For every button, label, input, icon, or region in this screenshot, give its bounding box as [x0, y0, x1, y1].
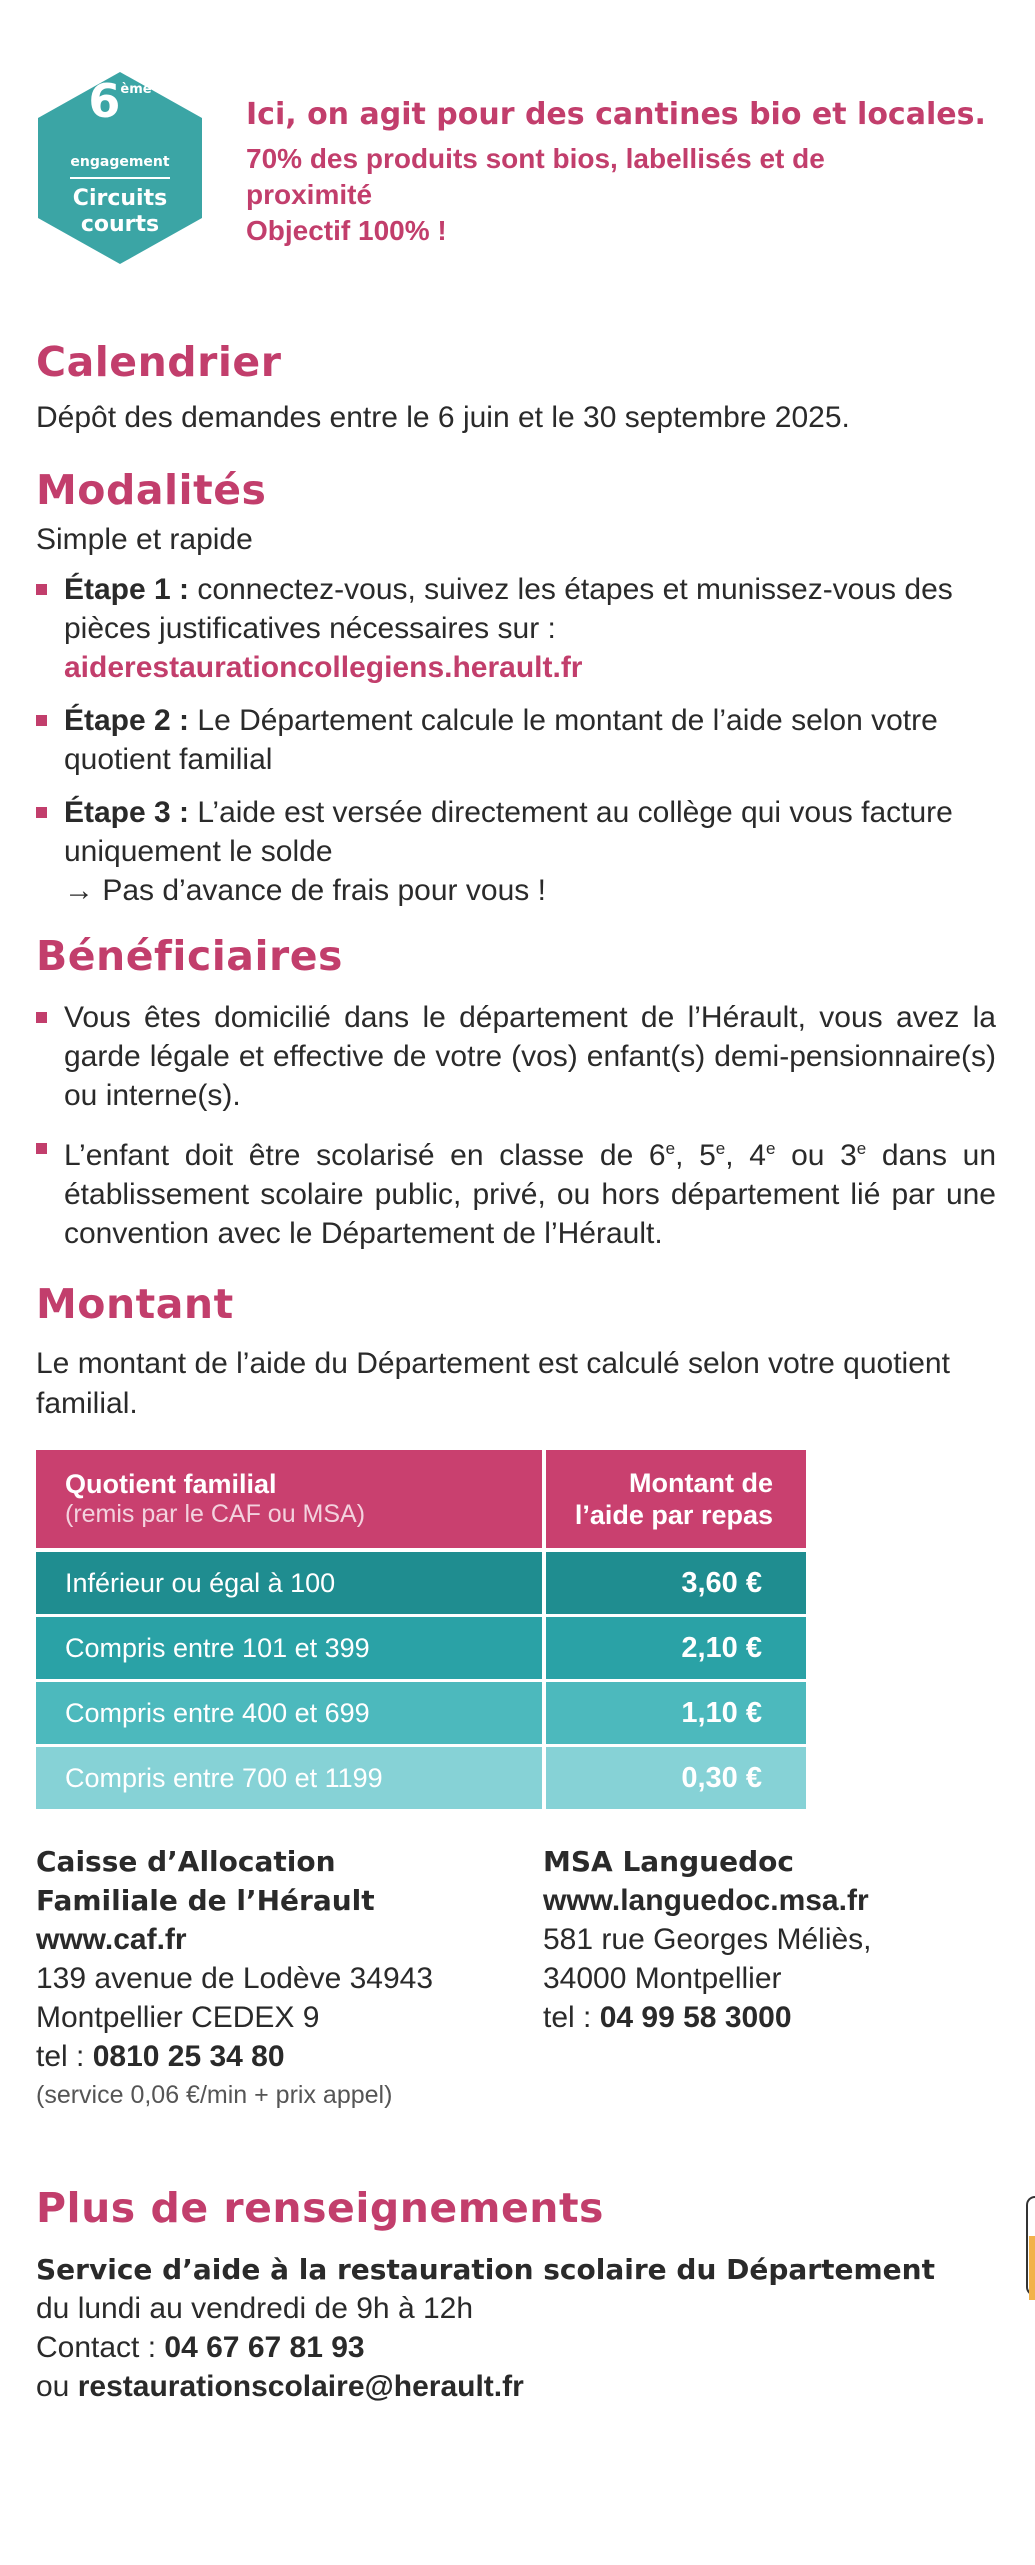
msa-name: MSA Languedoc: [543, 1845, 794, 1878]
msa-address-1: 581 rue Georges Méliès,: [543, 1923, 872, 1956]
sup-5: e: [715, 1139, 726, 1158]
beneficiaires-title: Bénéficiaires: [36, 932, 343, 980]
aid-amount-cell: 1,10 €: [546, 1682, 806, 1744]
msa-contact: [543, 1842, 1013, 2037]
caf-phone-note: (service 0,06 €/min + prix appel): [36, 2081, 393, 2109]
header-left-cell: [36, 1450, 542, 1548]
quotient-range-cell: Compris entre 101 et 399: [36, 1617, 542, 1679]
step-2: [36, 701, 996, 779]
service-contact-line: [36, 2328, 1016, 2367]
quotient-range-cell: Compris entre 400 et 699: [36, 1682, 542, 1744]
montant-title: Montant: [36, 1280, 234, 1328]
table-body: [36, 1552, 806, 1809]
sup-3: e: [856, 1139, 867, 1158]
edge-color-strip: [1029, 2236, 1035, 2300]
msa-website-link[interactable]: www.languedoc.msa.fr: [543, 1884, 869, 1917]
header-quotient-sub: (remis par le CAF ou MSA): [65, 1500, 366, 1528]
msa-address-2: 34000 Montpellier: [543, 1962, 782, 1995]
calendrier-text: Dépôt des demandes entre le 6 juin et le 30 septembre 2025.: [36, 401, 850, 434]
beneficiaires-list: [36, 998, 996, 1267]
table-header: [36, 1450, 806, 1548]
badge-number: 6: [88, 74, 121, 128]
step-2-label: Étape 2 :: [64, 704, 190, 737]
item2-part-c: , 4: [725, 1139, 766, 1172]
renseignements-block: [36, 2250, 1016, 2406]
beneficiaire-item-2: [36, 1129, 996, 1253]
item2-part-a: L’enfant doit être scolarisé en classe de 6: [64, 1139, 666, 1172]
intro-line3: proximité: [246, 179, 373, 210]
item2-part-d: ou 3: [775, 1139, 857, 1172]
renseignements-title: Plus de renseignements: [36, 2184, 604, 2232]
badge-line2: courts: [80, 212, 160, 237]
aide-restauration-link[interactable]: aiderestaurationcollegiens.herault.fr: [64, 651, 583, 684]
service-email-link[interactable]: restaurationscolaire@herault.fr: [77, 2370, 524, 2403]
badge-subtitle: engagement: [70, 154, 170, 170]
caf-phone-line: [36, 2037, 536, 2076]
service-phone[interactable]: 04 67 67 81 93: [164, 2331, 365, 2364]
service-email-line: [36, 2367, 1016, 2406]
msa-phone-line: [543, 1998, 1013, 2037]
caf-contact: [36, 1842, 536, 2115]
step-1-text: connectez-vous, suivez les étapes et munissez-vous des pièces justificatives nécessaires sur :: [64, 573, 953, 645]
step-1-label: Étape 1 :: [64, 573, 190, 606]
table-row: [36, 1552, 806, 1614]
modalites-title: Modalités: [36, 466, 267, 514]
badge-superscript: ème: [120, 82, 152, 97]
intro-objective: Objectif 100% !: [246, 215, 447, 246]
service-name: Service d’aide à la restauration scolaire du Département: [36, 2253, 935, 2286]
aid-amount-cell: 2,10 €: [546, 1617, 806, 1679]
intro-line2: 70% des produits sont bios, labellisés et de: [246, 143, 825, 174]
intro-headline: Ici, on agit pour des cantines bio et locales.: [246, 97, 986, 132]
caf-address-1: 139 avenue de Lodève 34943: [36, 1962, 434, 1995]
header-montant-2: l’aide par repas: [574, 1500, 773, 1530]
step-2-text: Le Département calcule le montant de l’aide selon votre quotient familial: [64, 704, 938, 776]
caf-name-1: Caisse d’Allocation: [36, 1845, 336, 1878]
modalites-steps: [36, 570, 996, 924]
or-label: ou: [36, 2370, 78, 2403]
montant-text: Le montant de l’aide du Département est calculé selon votre quotient familial.: [36, 1347, 950, 1420]
step-1: [36, 570, 996, 687]
caf-name-2: Familiale de l’Hérault: [36, 1884, 375, 1917]
step-3-note: → Pas d’avance de frais pour vous !: [64, 874, 546, 907]
badge-line1: Circuits: [72, 186, 168, 211]
aid-amount-cell: 3,60 €: [546, 1552, 806, 1614]
step-3: [36, 793, 996, 910]
caf-tel-label: tel :: [36, 2040, 93, 2073]
caf-address-2: Montpellier CEDEX 9: [36, 2001, 320, 2034]
header-right-cell: [546, 1450, 806, 1548]
caf-phone[interactable]: 0810 25 34 80: [92, 2040, 285, 2073]
item2-part-b: , 5: [675, 1139, 716, 1172]
step-3-text: L’aide est versée directement au collège qui vous facture uniquement le solde: [64, 796, 953, 868]
table-row: [36, 1682, 806, 1744]
modalites-subtitle: Simple et rapide: [36, 523, 253, 556]
beneficiaire-item-1: Vous êtes domicilié dans le département de l’Hérault, vous avez la garde légale et effective de votre (vos) enfant(s) demi-pensionnaire(s) ou interne(s).: [36, 998, 996, 1115]
header-montant-1: Montant de: [629, 1468, 773, 1498]
caf-website-link[interactable]: www.caf.fr: [36, 1923, 187, 1956]
sup-6: e: [665, 1139, 676, 1158]
calendrier-title: Calendrier: [36, 338, 282, 386]
service-hours: du lundi au vendredi de 9h à 12h: [36, 2292, 474, 2325]
quotient-range-cell: Inférieur ou égal à 100: [36, 1552, 542, 1614]
contact-label: Contact :: [36, 2331, 165, 2364]
sup-4: e: [765, 1139, 776, 1158]
table-row: [36, 1747, 806, 1809]
table-row: [36, 1617, 806, 1679]
aid-amount-cell: 0,30 €: [546, 1747, 806, 1809]
msa-phone[interactable]: 04 99 58 3000: [599, 2001, 792, 2034]
header-quotient: Quotient familial: [65, 1469, 277, 1499]
aid-table: [36, 1450, 806, 1809]
msa-tel-label: tel :: [543, 2001, 600, 2034]
item2-part-e: dans un établissement scolaire public, privé, ou hors département lié par une convention avec le Département de l’Hérault.: [64, 1139, 997, 1250]
engagement-badge: [30, 68, 210, 268]
quotient-range-cell: Compris entre 700 et 1199: [36, 1747, 542, 1809]
step-3-label: Étape 3 :: [64, 796, 190, 829]
